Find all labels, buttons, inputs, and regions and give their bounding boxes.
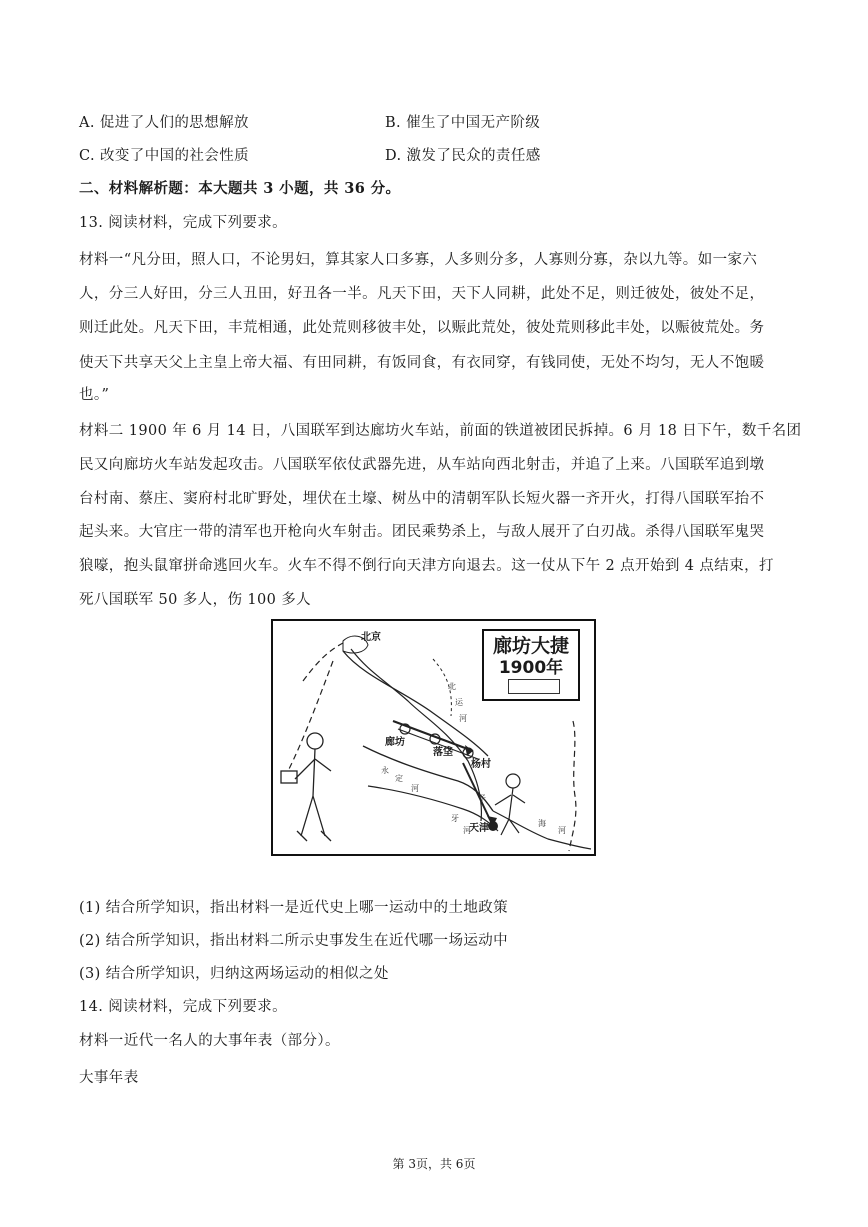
material2-line: 起头来。大官庄一带的清军也开枪向火车射击。团民乘势杀上，与敌人展开了白刃战。杀得八国联军鬼哭 [79, 524, 765, 540]
svg-text:北: 北 [448, 682, 456, 691]
sub-question-2: (2) 结合所学知识，指出材料二所示史事发生在近代哪一场运动中 [79, 933, 509, 949]
material2-line: 材料二 1900 年 6 月 14 日，八国联军到达廊坊火车站，前面的铁道被团民拆掉。6 月 18 日下午，数千名团 [79, 423, 802, 439]
place-tianjin: 天津 [469, 823, 489, 834]
map-year: 1900年 [498, 658, 564, 678]
svg-text:运: 运 [455, 698, 463, 707]
material2-line: 狼嚎，抱头鼠窜拼命逃回火车。火车不得不倒行向天津方向退去。这一仗从下午 2 点开始到 4 点结束，打 [79, 558, 774, 574]
q14-table-title: 大事年表 [79, 1070, 139, 1086]
option-a: A. 促进了人们的思想解放 [79, 115, 249, 131]
option-d: D. 激发了民众的责任感 [385, 148, 541, 164]
material1-line: 也。” [79, 387, 110, 403]
question-13-stem: 13. 阅读材料，完成下列要求。 [79, 215, 288, 231]
map-title: 廊坊大捷 [492, 635, 569, 657]
place-langfang: 廊坊 [385, 737, 405, 748]
langfang-battle-map [271, 619, 596, 856]
material1-line: 人，分三人好田，分三人丑田，好丑各一半。凡天下田，天下人同耕，此处不足，则迁彼处，彼处不足， [79, 286, 765, 302]
place-luofa: 落垡 [433, 747, 453, 758]
material1-line: 使天下共享天父上主皇上帝大福、有田同耕，有饭同食，有衣同穿，有钱同使，无处不均匀，无人不饱暖 [79, 355, 765, 371]
material2-line: 台村南、蔡庄、窦府村北旷野处，埋伏在土壕、树丛中的清朝军队长短火器一齐开火，打得八国联军抬不 [79, 491, 765, 507]
sub-question-1: (1) 结合所学知识，指出材料一是近代史上哪一运动中的土地政策 [79, 900, 509, 916]
svg-text:河: 河 [459, 714, 467, 723]
map-legend [508, 679, 560, 694]
svg-text:定: 定 [395, 774, 403, 783]
page-footer: 第 3页，共 6页 [392, 1157, 476, 1171]
svg-text:河: 河 [463, 826, 471, 835]
option-b: B. 催生了中国无产阶级 [385, 115, 541, 131]
svg-text:海: 海 [538, 819, 546, 828]
svg-text:牙: 牙 [451, 814, 459, 823]
svg-text:永: 永 [381, 766, 389, 775]
material1-line: 材料一“凡分田，照人口，不论男妇，算其家人口多寡，人多则分多，人寡则分寡，杂以九等。如一家六 [79, 252, 758, 268]
material2-line: 民又向廊坊火车站发起攻击。八国联军依仗武器先进，从车站向西北射击，并追了上来。八国联军追到墩 [79, 457, 765, 473]
question-14-stem: 14. 阅读材料，完成下列要求。 [79, 999, 288, 1015]
q14-material1: 材料一近代一名人的大事年表（部分）。 [79, 1033, 340, 1049]
option-c: C. 改变了中国的社会性质 [79, 148, 249, 164]
map-title-box [482, 629, 580, 701]
place-beijing: 北京 [361, 632, 381, 643]
svg-text:子: 子 [478, 794, 486, 803]
material2-line: 死八国联军 50 多人，伤 100 多人 [79, 592, 312, 608]
place-yangcun: 杨村 [471, 759, 491, 770]
section-heading: 二、材料解析题：本大题共 3 小题，共 36 分。 [79, 180, 401, 197]
svg-text:河: 河 [558, 826, 566, 835]
material1-line: 则迁此处。凡天下田，丰荒相通，此处荒则移彼丰处，以赈此荒处，彼处荒则移此丰处，以赈彼荒处。务 [79, 320, 765, 336]
svg-text:河: 河 [411, 784, 419, 793]
sub-question-3: (3) 结合所学知识，归纳这两场运动的相似之处 [79, 966, 389, 982]
